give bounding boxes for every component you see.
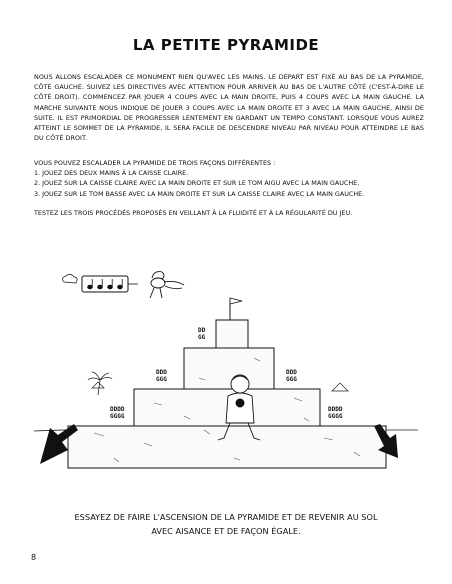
level-2-left-label: GGG: [286, 376, 297, 383]
distant-pyramid-icon: [332, 383, 348, 391]
way-item-2: 2. JOUEZ SUR LA CAISSE CLAIRE AVEC LA MAIN DROITE ET SUR LE TOM AIGU AVEC LA MAIN GAUCHE.: [34, 179, 360, 188]
level-3-right-label: DDDD: [110, 406, 125, 413]
closing-instruction: [0, 511, 452, 538]
intro-paragraph: NOUS ALLONS ESCALADER CE MONUMENT RIEN QU'AVEC LES MAINS. LE DÉPART EST FIXÉ AU BAS DE LA PYRAMIDE, CÔTÉ GAUCHE. SUIVEZ LES DIRECTIVES AVEC ATTENTION POUR ARRIVER AU BAS DE L'AUTRE CÔTÉ (C'EST-À-DIRE LE CÔTÉ DROIT). COMMENCEZ PAR JOUER 4 COUPS AVEC LA MAIN DROITE, PUIS 4 COUPS AVEC LA MAIN GAUCHE. LA MARCHE SUIVANTE NOUS INDIQUE DE JOUER 3 COUPS AVEC LA MAIN DROITE ET 3 AVEC LA MAIN GAUCHE, AINSI DE SUITE. IL EST PRIMORDIAL DE PROGRESSER LENTEMENT EN GARDANT UN TEMPO CONSTANT. LORSQUE VOUS AUREZ ATTEINT LE SOMMET DE LA PYRAMIDE, IL SERA FACILE DE DESCENDRE NIVEAU PAR NIVEAU POUR ATTEINDRE LE BAS DU CÔTÉ DROIT.: [34, 73, 424, 143]
page-title: LA PETITE PYRAMIDE: [132, 36, 320, 54]
level-3-right-label: DDDD: [328, 406, 343, 413]
level-3-left-label: GGGG: [328, 413, 343, 420]
level-1-right-label: DD: [198, 327, 206, 334]
distant-pyramid-icon: [92, 382, 104, 388]
level-2-right-label: DDD: [286, 369, 297, 376]
test-paragraph: TESTEZ LES TROIS PROCÉDÉS PROPOSÉS EN VEILLANT À LA FLUIDITÉ ET À LA RÉGULARITÉ DU JEU.: [34, 209, 353, 217]
pyramid-illustration: [34, 258, 418, 490]
ways-heading: VOUS POUVEZ ESCALADER LA PYRAMIDE DE TROIS FAÇONS DIFFÉRENTES :: [34, 159, 276, 167]
level-2-right-label: DDD: [156, 369, 167, 376]
level-1-left-label: GG: [198, 334, 206, 341]
way-item-3: 3. JOUEZ SUR LE TOM BASSE AVEC LA MAIN DROITE ET SUR LA CAISSE CLAIRE AVEC LA MAIN GAUCHE.: [34, 189, 365, 198]
page-number: 8: [31, 553, 37, 562]
closing-line-1: ESSAYEZ DE FAIRE L'ASCENSION DE LA PYRAMIDE ET DE REVENIR AU SOL: [74, 512, 378, 522]
level-3-left-label: GGGG: [110, 413, 125, 420]
way-item-1: 1. JOUEZ DES DEUX MAINS À LA CAISSE CLAIRE.: [34, 169, 189, 178]
palm-tree-icon: [88, 372, 112, 395]
flag-icon: [230, 298, 242, 320]
rhythm-note-box: [62, 274, 138, 292]
closing-line-2: AVEC AISANCE ET DE FAÇON ÉGALE.: [151, 525, 301, 536]
level-2-left-label: GGG: [156, 376, 167, 383]
ways-list: [34, 158, 424, 199]
flying-character-illustration: [150, 272, 184, 298]
